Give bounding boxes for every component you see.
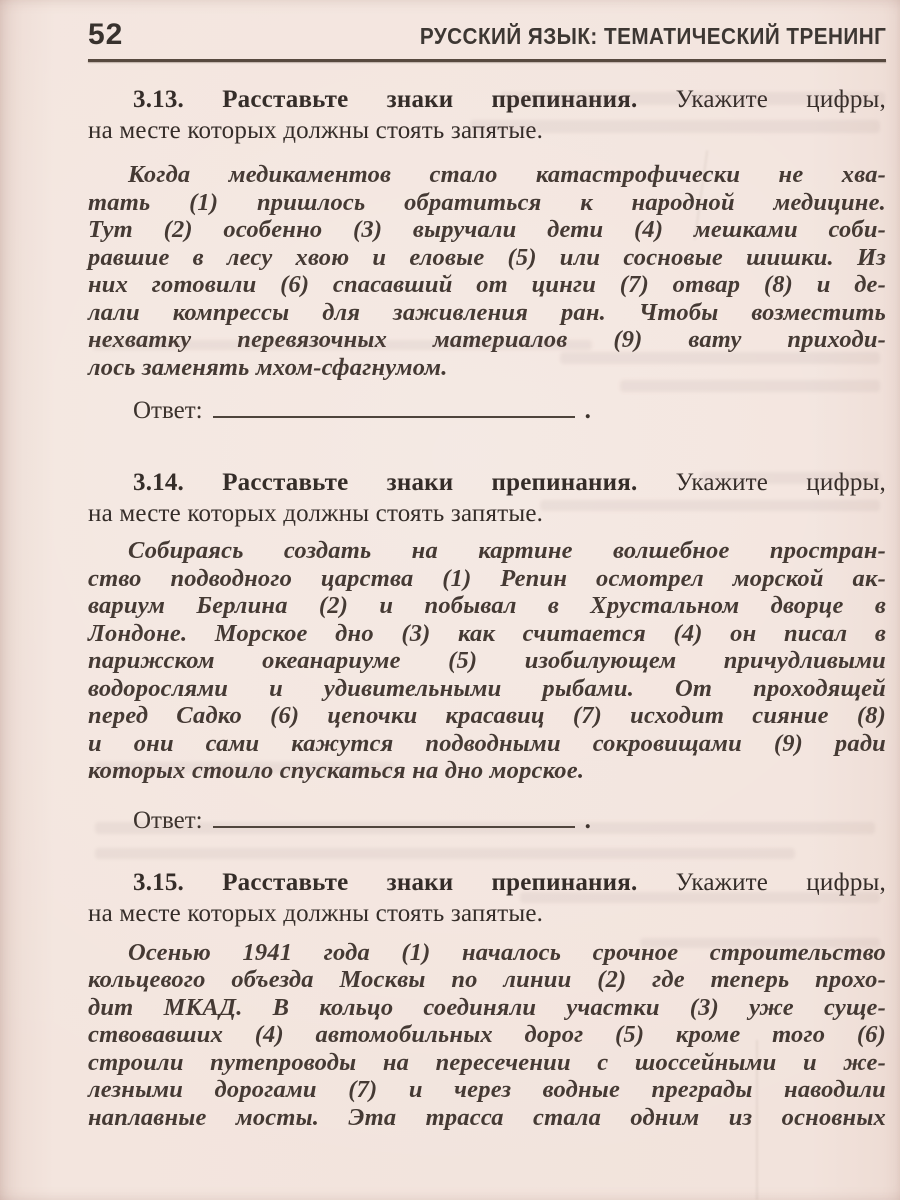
header-rule bbox=[88, 59, 886, 62]
exercise-heading-line1 bbox=[88, 869, 886, 896]
exercise-heading-line1 bbox=[88, 86, 886, 113]
page-header bbox=[88, 18, 886, 52]
answer-row-3-14 bbox=[88, 807, 886, 837]
passage-line: Тут (2) особенно (3) выручали дети (4) мешками соби- bbox=[88, 216, 886, 243]
answer-row-3-13 bbox=[88, 397, 886, 427]
exercise-number-and-task: 3.14. Расставьте знаки препинания. bbox=[133, 469, 638, 496]
passage-line: Когда медикаментов стало катастрофически не хва- bbox=[128, 161, 886, 188]
exercise-number-and-task: 3.15. Расставьте знаки препинания. bbox=[133, 868, 638, 896]
passage-line: кольцевого объезда Москвы по линии (2) где теперь прохо- bbox=[88, 966, 886, 993]
passage-line: тать (1) пришлось обратиться к народной медицине. bbox=[88, 188, 886, 216]
passage-line: нехватку перевязочных материалов (9) вату приходи- bbox=[88, 326, 886, 353]
exercise-3-14-heading bbox=[88, 469, 886, 527]
exercise-3-13-heading bbox=[88, 86, 886, 144]
exercise-heading-line1 bbox=[88, 469, 886, 496]
exercise-task-line2: на месте которых должны стоять запятые. bbox=[88, 117, 544, 144]
answer-label: Ответ: bbox=[133, 806, 203, 834]
passage-line: и они сами кажутся подводными сокровищами (9) ради bbox=[88, 729, 886, 757]
answer-blank-line bbox=[213, 812, 575, 828]
answer-label: Ответ: bbox=[133, 397, 203, 424]
passage-line: Собираясь создать на картине волшебное простран- bbox=[128, 537, 886, 564]
exercise-task-tail: Укажите цифры, bbox=[675, 86, 886, 113]
exercise-number-and-task: 3.13. Расставьте знаки препинания. bbox=[133, 86, 638, 113]
exercise-3-13-passage bbox=[88, 161, 886, 381]
exercise-task-line2: на месте которых должны стоять запятые. bbox=[88, 500, 544, 527]
answer-blank-line bbox=[213, 402, 575, 418]
answer-period: . bbox=[584, 397, 591, 424]
answer-period: . bbox=[584, 806, 591, 834]
exercise-3-15-passage bbox=[88, 939, 886, 1132]
exercise-task-tail: Укажите цифры, bbox=[675, 868, 886, 896]
passage-line: строили путепроводы на пересечении с шоссейными и же- bbox=[88, 1048, 886, 1076]
exercise-3-13 bbox=[88, 86, 886, 427]
passage-line: Лондоне. Морское дно (3) как считается (4) он писал в bbox=[88, 619, 886, 647]
passage-line: вариум Берлина (2) и побывал в Хрустальном дворце в bbox=[88, 592, 886, 619]
passage-line: лось заменять мхом-сфагнумом. bbox=[88, 353, 448, 381]
exercise-3-15 bbox=[88, 869, 886, 1132]
exercise-3-14-passage bbox=[88, 537, 886, 785]
passage-line: которых стоило спускаться на дно морское. bbox=[88, 757, 585, 784]
exercise-3-15-heading bbox=[88, 869, 886, 927]
passage-line: Осенью 1941 года (1) началось срочное строительство bbox=[128, 938, 886, 966]
passage-line: парижском океанариуме (5) изобилующем причудливыми bbox=[88, 647, 886, 674]
page-number: 52 bbox=[88, 18, 124, 51]
exercise-task-line2: на месте которых должны стоять запятые. bbox=[88, 899, 544, 927]
passage-line: равшие в лесу хвою и еловые (5) или сосновые шишки. Из bbox=[88, 243, 886, 271]
page-header-title: РУССКИЙ ЯЗЫК: ТЕМАТИЧЕСКИЙ ТРЕНИНГ bbox=[419, 23, 886, 49]
passage-line: лезными дорогами (7) и через водные преграды наводили bbox=[88, 1076, 886, 1103]
passage-line: водорослями и удивительными рыбами. От проходящей bbox=[88, 674, 886, 702]
passage-line: перед Садко (6) цепочки красавиц (7) исходит сияние (8) bbox=[88, 702, 886, 729]
passage-line: лали компрессы для заживления ран. Чтобы возместить bbox=[88, 298, 886, 326]
passage-line: них готовили (6) спасавший от цинги (7) отвар (8) и де- bbox=[88, 271, 886, 298]
exercise-task-tail: Укажите цифры, bbox=[675, 469, 886, 496]
passage-line: ствовавших (4) автомобильных дорог (5) кроме того (6) bbox=[88, 1021, 886, 1048]
bleed-through-artifact bbox=[95, 848, 795, 859]
passage-line: наплавные мосты. Эта трасса стала одним из основных bbox=[88, 1103, 886, 1131]
passage-line: ство подводного царства (1) Репин осмотрел морской ак- bbox=[88, 564, 886, 592]
passage-line: дит МКАД. В кольцо соединяли участки (3) уже суще- bbox=[88, 993, 886, 1021]
exercise-3-14 bbox=[88, 469, 886, 837]
